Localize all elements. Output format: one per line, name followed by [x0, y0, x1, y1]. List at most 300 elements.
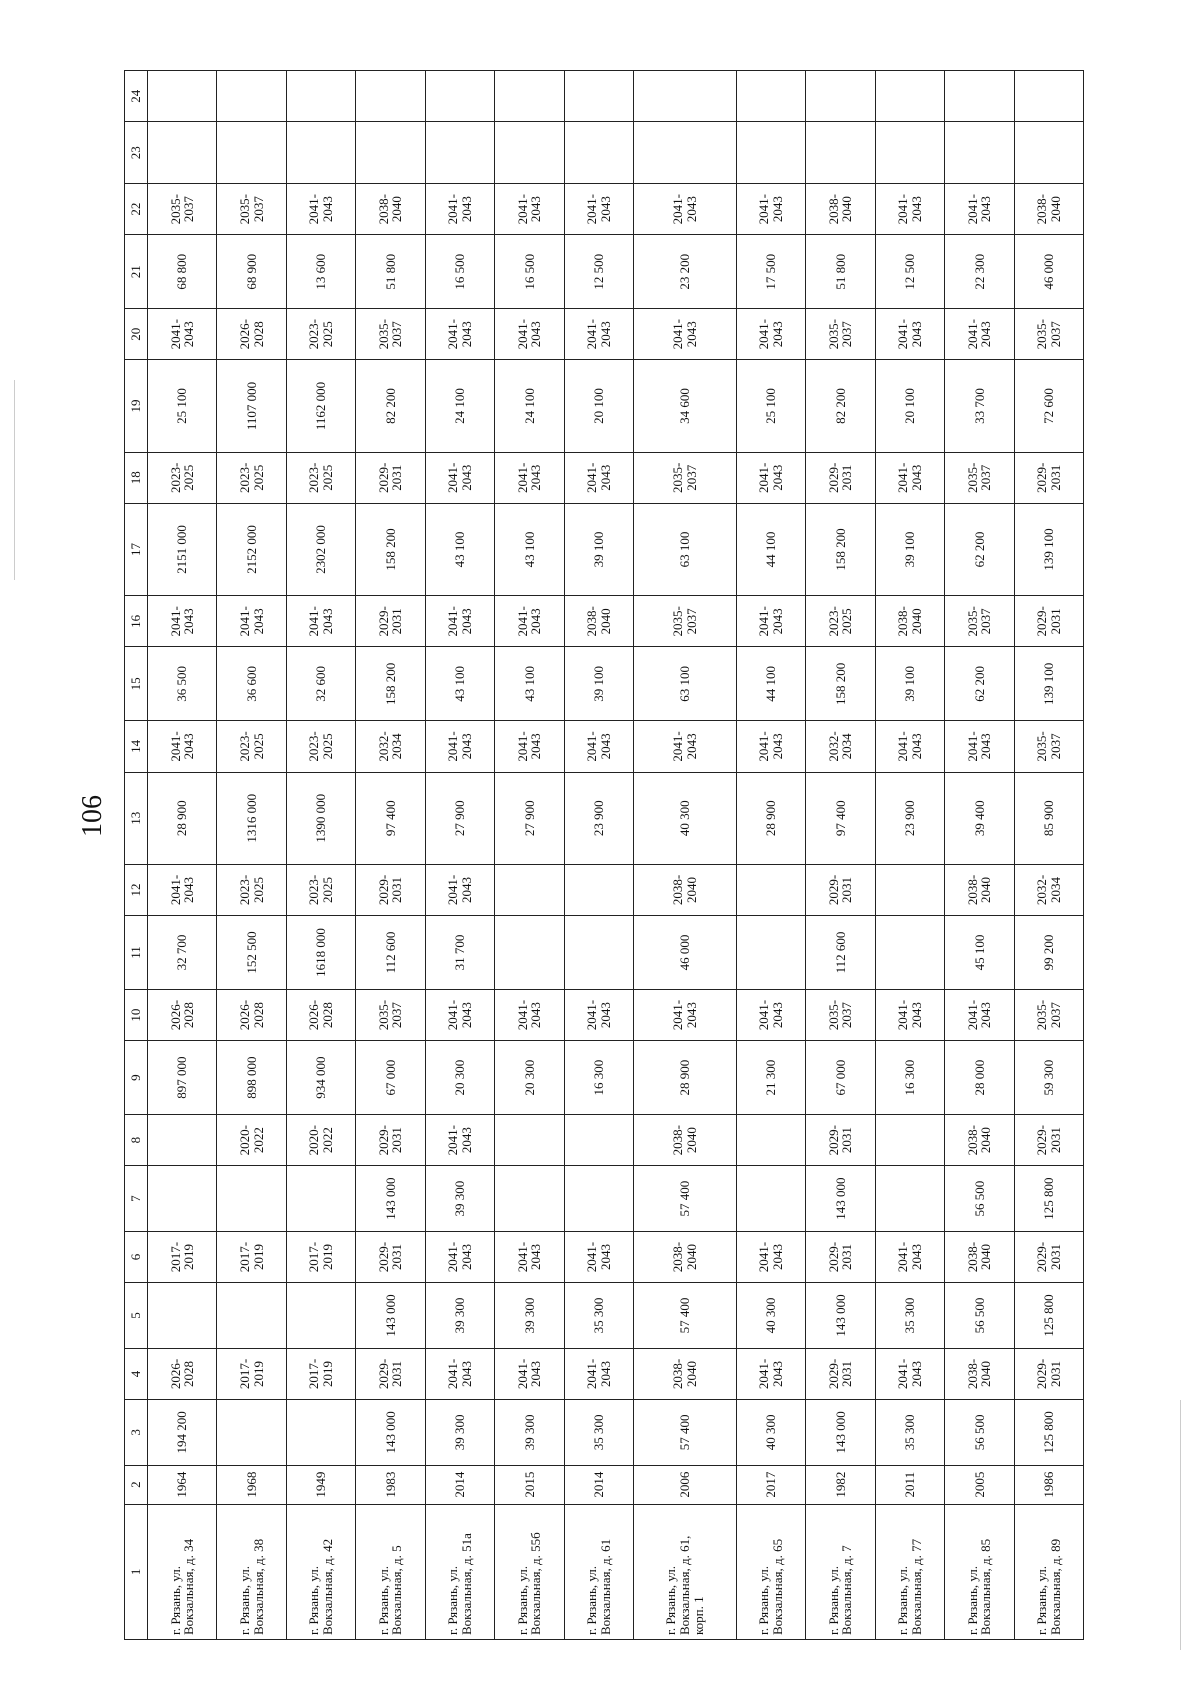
table-cell: 2041-2043 — [875, 1348, 944, 1399]
table-cell: 24 100 — [495, 360, 564, 452]
table-cell: 39 100 — [564, 503, 633, 595]
table-cell: 39 400 — [945, 772, 1014, 864]
table-cell: 43 100 — [425, 503, 494, 595]
table-cell: 2041-2043 — [148, 309, 217, 360]
table-cell: 2020-2022 — [217, 1115, 286, 1166]
table-cell: 2151 000 — [148, 503, 217, 595]
table-cell: 2023-2025 — [148, 452, 217, 503]
table-cell: 2041-2043 — [495, 1348, 564, 1399]
table-cell — [564, 1115, 633, 1166]
table-cell: 24 100 — [425, 360, 494, 452]
table-cell: 27 900 — [425, 772, 494, 864]
table-cell: 97 400 — [356, 772, 425, 864]
table-cell: 13 600 — [286, 235, 355, 309]
table-cell: 2041-2043 — [633, 989, 736, 1040]
table-cell: 67 000 — [806, 1041, 875, 1115]
table-cell: 2041-2043 — [633, 309, 736, 360]
year-cell: 1982 — [806, 1465, 875, 1504]
table-cell: 16 300 — [564, 1041, 633, 1115]
column-number-header: 17 — [125, 503, 148, 595]
table-cell: 2041-2043 — [564, 452, 633, 503]
table-cell: 2023-2025 — [286, 721, 355, 772]
table-cell: 2029-2031 — [356, 1231, 425, 1282]
table-cell: 2026-2028 — [217, 309, 286, 360]
table-cell: 36 600 — [217, 647, 286, 721]
table-cell: 2032-2034 — [806, 721, 875, 772]
table-cell: 46 000 — [633, 916, 736, 990]
column-number-header: 12 — [125, 864, 148, 915]
table-cell: 2035-2037 — [1014, 989, 1083, 1040]
table-cell: 2029-2031 — [1014, 452, 1083, 503]
table-cell: 2017-2019 — [286, 1348, 355, 1399]
table-cell — [495, 864, 564, 915]
year-cell: 1968 — [217, 1465, 286, 1504]
table-cell: 2026-2028 — [148, 1348, 217, 1399]
table-cell: 2041-2043 — [495, 596, 564, 647]
table-cell — [495, 71, 564, 122]
table-row — [148, 71, 217, 1640]
table-cell: 2041-2043 — [425, 1231, 494, 1282]
table-cell: 2041-2043 — [425, 452, 494, 503]
table-cell: 2029-2031 — [1014, 1231, 1083, 1282]
table-cell: 20 300 — [495, 1041, 564, 1115]
table-cell — [875, 916, 944, 990]
table-cell — [633, 71, 736, 122]
table-cell — [356, 122, 425, 184]
table-cell: 39 100 — [875, 503, 944, 595]
table-cell: 32 700 — [148, 916, 217, 990]
table-cell: 112 600 — [806, 916, 875, 990]
table-cell: 62 200 — [945, 503, 1014, 595]
table-cell — [425, 122, 494, 184]
table-cell: 39 300 — [425, 1166, 494, 1232]
table-cell — [217, 1283, 286, 1349]
table-cell: 2029-2031 — [356, 1348, 425, 1399]
table-cell — [286, 1166, 355, 1232]
table-row — [633, 71, 736, 1640]
table-cell: 57 400 — [633, 1166, 736, 1232]
scan-artifact — [1180, 1400, 1181, 1650]
table-cell: 2038-2040 — [945, 864, 1014, 915]
table-cell: 2041-2043 — [875, 452, 944, 503]
table-cell: 2041-2043 — [945, 721, 1014, 772]
table-cell: 898 000 — [217, 1041, 286, 1115]
table-cell: 2152 000 — [217, 503, 286, 595]
table-cell: 1618 000 — [286, 916, 355, 990]
table-cell: 2035-2037 — [148, 184, 217, 235]
table-cell: 2017-2019 — [286, 1231, 355, 1282]
scan-artifact — [14, 380, 15, 580]
table-cell: 2029-2031 — [1014, 1115, 1083, 1166]
table-cell: 35 300 — [564, 1400, 633, 1466]
table-cell: 2035-2037 — [356, 309, 425, 360]
table-cell — [875, 71, 944, 122]
table-cell: 2041-2043 — [564, 184, 633, 235]
address-cell: г. Рязань, ул. Вокзальная, д. 51а — [425, 1504, 494, 1639]
table-cell — [286, 1283, 355, 1349]
table-cell: 21 300 — [736, 1041, 805, 1115]
table-cell: 28 900 — [633, 1041, 736, 1115]
table-cell: 2041-2043 — [286, 184, 355, 235]
year-cell: 2014 — [564, 1465, 633, 1504]
table-cell: 158 200 — [806, 647, 875, 721]
table-cell: 2017-2019 — [217, 1348, 286, 1399]
table-cell: 2023-2025 — [286, 864, 355, 915]
table-cell — [875, 122, 944, 184]
table-cell: 82 200 — [356, 360, 425, 452]
column-number-header: 16 — [125, 596, 148, 647]
table-cell: 56 500 — [945, 1166, 1014, 1232]
table-cell: 1107 000 — [217, 360, 286, 452]
table-cell: 28 900 — [736, 772, 805, 864]
table-cell: 16 500 — [425, 235, 494, 309]
column-number-header: 13 — [125, 772, 148, 864]
table-cell — [736, 71, 805, 122]
table-row — [736, 71, 805, 1640]
table-cell: 99 200 — [1014, 916, 1083, 990]
table-cell: 2029-2031 — [806, 1231, 875, 1282]
year-cell: 1986 — [1014, 1465, 1083, 1504]
year-cell: 2017 — [736, 1465, 805, 1504]
table-cell: 2041-2043 — [425, 721, 494, 772]
table-cell: 2041-2043 — [425, 1348, 494, 1399]
table-cell: 2041-2043 — [736, 452, 805, 503]
table-cell: 2029-2031 — [1014, 1348, 1083, 1399]
table-cell: 2041-2043 — [148, 864, 217, 915]
table-cell: 139 100 — [1014, 647, 1083, 721]
table-cell: 2035-2037 — [806, 989, 875, 1040]
table-cell: 2041-2043 — [148, 721, 217, 772]
table-cell: 28 000 — [945, 1041, 1014, 1115]
table-row — [875, 71, 944, 1640]
table-cell: 2041-2043 — [425, 1115, 494, 1166]
table-cell: 39 100 — [564, 647, 633, 721]
table-cell: 2023-2025 — [217, 864, 286, 915]
table-cell: 2041-2043 — [564, 309, 633, 360]
table-cell: 12 500 — [564, 235, 633, 309]
table-cell: 67 000 — [356, 1041, 425, 1115]
table-row — [1014, 71, 1083, 1640]
table-cell: 20 300 — [425, 1041, 494, 1115]
table-cell: 2041-2043 — [736, 1231, 805, 1282]
table-cell: 2041-2043 — [217, 596, 286, 647]
table-cell: 2035-2037 — [633, 452, 736, 503]
table-cell — [148, 71, 217, 122]
table-cell: 57 400 — [633, 1400, 736, 1466]
table-cell: 23 900 — [875, 772, 944, 864]
table-cell: 82 200 — [806, 360, 875, 452]
table-cell: 2035-2037 — [1014, 309, 1083, 360]
table-cell: 62 200 — [945, 647, 1014, 721]
table-cell — [945, 71, 1014, 122]
table-cell: 2035-2037 — [806, 309, 875, 360]
address-cell: г. Рязань, ул. Вокзальная, д. 85 — [945, 1504, 1014, 1639]
table-cell: 2302 000 — [286, 503, 355, 595]
table-cell: 33 700 — [945, 360, 1014, 452]
table-cell: 39 100 — [875, 647, 944, 721]
address-cell: г. Рязань, ул. Вокзальная, д. 7 — [806, 1504, 875, 1639]
column-number-header: 7 — [125, 1166, 148, 1232]
table-cell: 25 100 — [736, 360, 805, 452]
table-cell: 2035-2037 — [945, 452, 1014, 503]
table-cell: 39 300 — [425, 1400, 494, 1466]
column-number-header: 1 — [125, 1504, 148, 1639]
table-cell: 12 500 — [875, 235, 944, 309]
table-cell — [564, 864, 633, 915]
column-number-header: 15 — [125, 647, 148, 721]
table-cell: 158 200 — [806, 503, 875, 595]
column-number-header: 24 — [125, 71, 148, 122]
table-cell: 68 900 — [217, 235, 286, 309]
table-cell: 2038-2040 — [564, 596, 633, 647]
table-cell — [1014, 71, 1083, 122]
table-cell: 68 800 — [148, 235, 217, 309]
table-cell: 43 100 — [495, 503, 564, 595]
table-cell: 2035-2037 — [217, 184, 286, 235]
table-cell: 152 500 — [217, 916, 286, 990]
table-cell: 2041-2043 — [875, 989, 944, 1040]
table-cell: 2038-2040 — [633, 1115, 736, 1166]
table-cell: 2041-2043 — [425, 184, 494, 235]
address-cell: г. Рязань, ул. Вокзальная, д. 61 — [564, 1504, 633, 1639]
table-cell: 51 800 — [806, 235, 875, 309]
table-cell: 2023-2025 — [286, 309, 355, 360]
table-cell: 2029-2031 — [806, 452, 875, 503]
table-cell: 2023-2025 — [217, 721, 286, 772]
header-row — [125, 71, 148, 1640]
table-cell: 143 000 — [806, 1400, 875, 1466]
table-cell: 2038-2040 — [633, 864, 736, 915]
address-cell: г. Рязань, ул. Вокзальная, д. 77 — [875, 1504, 944, 1639]
table-cell: 2026-2028 — [148, 989, 217, 1040]
table-cell — [217, 1400, 286, 1466]
table-cell: 194 200 — [148, 1400, 217, 1466]
table-cell: 2038-2040 — [633, 1231, 736, 1282]
column-number-header: 9 — [125, 1041, 148, 1115]
year-cell: 2011 — [875, 1465, 944, 1504]
table-cell: 2038-2040 — [875, 596, 944, 647]
table-cell: 143 000 — [356, 1166, 425, 1232]
table-cell: 35 300 — [875, 1400, 944, 1466]
table-cell: 2041-2043 — [736, 1348, 805, 1399]
year-cell: 2015 — [495, 1465, 564, 1504]
table-cell: 2041-2043 — [945, 309, 1014, 360]
table-cell — [945, 122, 1014, 184]
table-cell: 2038-2040 — [806, 184, 875, 235]
table-cell: 1162 000 — [286, 360, 355, 452]
table-row — [806, 71, 875, 1640]
table-cell: 2020-2022 — [286, 1115, 355, 1166]
table-cell — [217, 122, 286, 184]
column-number-header: 6 — [125, 1231, 148, 1282]
table-cell: 2041-2043 — [564, 721, 633, 772]
column-number-header: 19 — [125, 360, 148, 452]
table-cell — [736, 122, 805, 184]
table-cell: 63 100 — [633, 503, 736, 595]
column-number-header: 22 — [125, 184, 148, 235]
table-cell — [875, 1115, 944, 1166]
column-number-header: 3 — [125, 1400, 148, 1466]
table-cell: 2041-2043 — [495, 1231, 564, 1282]
table-cell: 56 500 — [945, 1283, 1014, 1349]
table-cell: 2041-2043 — [736, 309, 805, 360]
table-row — [495, 71, 564, 1640]
table-cell: 16 300 — [875, 1041, 944, 1115]
table-cell: 2041-2043 — [495, 309, 564, 360]
table-cell: 44 100 — [736, 647, 805, 721]
table-cell: 40 300 — [736, 1283, 805, 1349]
table-cell — [564, 71, 633, 122]
table-cell: 125 800 — [1014, 1166, 1083, 1232]
table-cell: 2041-2043 — [736, 989, 805, 1040]
table-cell: 2041-2043 — [425, 309, 494, 360]
table-cell: 897 000 — [148, 1041, 217, 1115]
table-cell: 57 400 — [633, 1283, 736, 1349]
table-cell: 56 500 — [945, 1400, 1014, 1466]
table-cell — [425, 71, 494, 122]
table-cell: 2029-2031 — [356, 1115, 425, 1166]
table-cell: 40 300 — [633, 772, 736, 864]
table-cell: 139 100 — [1014, 503, 1083, 595]
table-cell: 1316 000 — [217, 772, 286, 864]
address-cell: г. Рязань, ул. Вокзальная, д. 5 — [356, 1504, 425, 1639]
table-cell — [736, 1115, 805, 1166]
year-cell: 1983 — [356, 1465, 425, 1504]
table-cell: 16 500 — [495, 235, 564, 309]
table-cell: 40 300 — [736, 1400, 805, 1466]
table-cell — [217, 71, 286, 122]
table-cell — [633, 122, 736, 184]
table-cell: 143 000 — [356, 1283, 425, 1349]
table-cell — [564, 122, 633, 184]
table-cell — [495, 916, 564, 990]
table-cell: 39 300 — [495, 1400, 564, 1466]
table-cell: 2041-2043 — [875, 721, 944, 772]
table-cell: 2041-2043 — [633, 721, 736, 772]
year-cell: 2006 — [633, 1465, 736, 1504]
column-number-header: 20 — [125, 309, 148, 360]
table-cell: 31 700 — [425, 916, 494, 990]
table-cell: 2041-2043 — [945, 184, 1014, 235]
table-cell: 2041-2043 — [495, 452, 564, 503]
table-cell — [564, 1166, 633, 1232]
table-cell — [356, 71, 425, 122]
table-cell: 59 300 — [1014, 1041, 1083, 1115]
table-cell: 2038-2040 — [945, 1348, 1014, 1399]
table-cell: 2026-2028 — [217, 989, 286, 1040]
table-cell: 158 200 — [356, 647, 425, 721]
table-cell: 2041-2043 — [945, 989, 1014, 1040]
table-cell: 2035-2037 — [945, 596, 1014, 647]
table-cell — [148, 122, 217, 184]
table-cell: 112 600 — [356, 916, 425, 990]
table-cell — [148, 1115, 217, 1166]
table-cell: 2041-2043 — [564, 989, 633, 1040]
table-cell — [286, 122, 355, 184]
table-cell — [806, 122, 875, 184]
table-cell: 2017-2019 — [217, 1231, 286, 1282]
table-cell: 2035-2037 — [356, 989, 425, 1040]
table-cell: 2029-2031 — [1014, 596, 1083, 647]
table-cell: 22 300 — [945, 235, 1014, 309]
table-cell: 2041-2043 — [875, 184, 944, 235]
table-row — [217, 71, 286, 1640]
address-cell: г. Рязань, ул. Вокзальная, д. 55б — [495, 1504, 564, 1639]
table-cell: 1390 000 — [286, 772, 355, 864]
table-cell: 2038-2040 — [633, 1348, 736, 1399]
table-cell: 2038-2040 — [945, 1115, 1014, 1166]
address-cell: г. Рязань, ул. Вокзальная, д. 89 — [1014, 1504, 1083, 1639]
rotated-table-container — [124, 70, 1084, 1640]
table-cell: 72 600 — [1014, 360, 1083, 452]
year-cell: 1949 — [286, 1465, 355, 1504]
table-cell: 36 500 — [148, 647, 217, 721]
table-row — [356, 71, 425, 1640]
table-cell: 2029-2031 — [356, 452, 425, 503]
table-cell: 2041-2043 — [148, 596, 217, 647]
table-cell: 934 000 — [286, 1041, 355, 1115]
table-cell: 2032-2034 — [356, 721, 425, 772]
table-cell: 17 500 — [736, 235, 805, 309]
table-cell: 2041-2043 — [495, 184, 564, 235]
table-cell: 23 900 — [564, 772, 633, 864]
column-number-header: 23 — [125, 122, 148, 184]
column-number-header: 5 — [125, 1283, 148, 1349]
table-cell: 2041-2043 — [286, 596, 355, 647]
year-cell: 1964 — [148, 1465, 217, 1504]
column-number-header: 21 — [125, 235, 148, 309]
table-cell: 2041-2043 — [736, 184, 805, 235]
table-cell: 43 100 — [495, 647, 564, 721]
table-cell: 43 100 — [425, 647, 494, 721]
table-cell: 2029-2031 — [806, 1115, 875, 1166]
table-cell — [286, 1400, 355, 1466]
table-cell: 2041-2043 — [875, 309, 944, 360]
table-cell: 2041-2043 — [495, 989, 564, 1040]
table-cell — [806, 71, 875, 122]
table-cell — [736, 1166, 805, 1232]
table-cell: 2023-2025 — [806, 596, 875, 647]
column-number-header: 10 — [125, 989, 148, 1040]
table-cell: 2029-2031 — [806, 1348, 875, 1399]
address-cell: г. Рязань, ул. Вокзальная, д. 38 — [217, 1504, 286, 1639]
table-cell: 125 800 — [1014, 1400, 1083, 1466]
table-cell: 39 300 — [495, 1283, 564, 1349]
address-cell: г. Рязань, ул. Вокзальная, д. 42 — [286, 1504, 355, 1639]
table-cell: 35 300 — [875, 1283, 944, 1349]
address-cell: г. Рязань, ул. Вокзальная, д. 61, корп. 1 — [633, 1504, 736, 1639]
table-row — [425, 71, 494, 1640]
table-cell — [875, 1166, 944, 1232]
table-cell: 2029-2031 — [356, 864, 425, 915]
table-cell: 2017-2019 — [148, 1231, 217, 1282]
table-cell — [736, 864, 805, 915]
table-row — [945, 71, 1014, 1640]
table-cell: 2041-2043 — [633, 184, 736, 235]
table-row — [286, 71, 355, 1640]
table-cell: 2038-2040 — [945, 1231, 1014, 1282]
table-cell: 32 600 — [286, 647, 355, 721]
table-cell: 28 900 — [148, 772, 217, 864]
table-cell: 39 300 — [425, 1283, 494, 1349]
column-number-header: 14 — [125, 721, 148, 772]
table-cell: 25 100 — [148, 360, 217, 452]
table-cell: 125 800 — [1014, 1283, 1083, 1349]
address-cell: г. Рязань, ул. Вокзальная, д. 34 — [148, 1504, 217, 1639]
table-cell: 2023-2025 — [217, 452, 286, 503]
page-number: 106 — [77, 795, 108, 837]
table-cell: 85 900 — [1014, 772, 1083, 864]
